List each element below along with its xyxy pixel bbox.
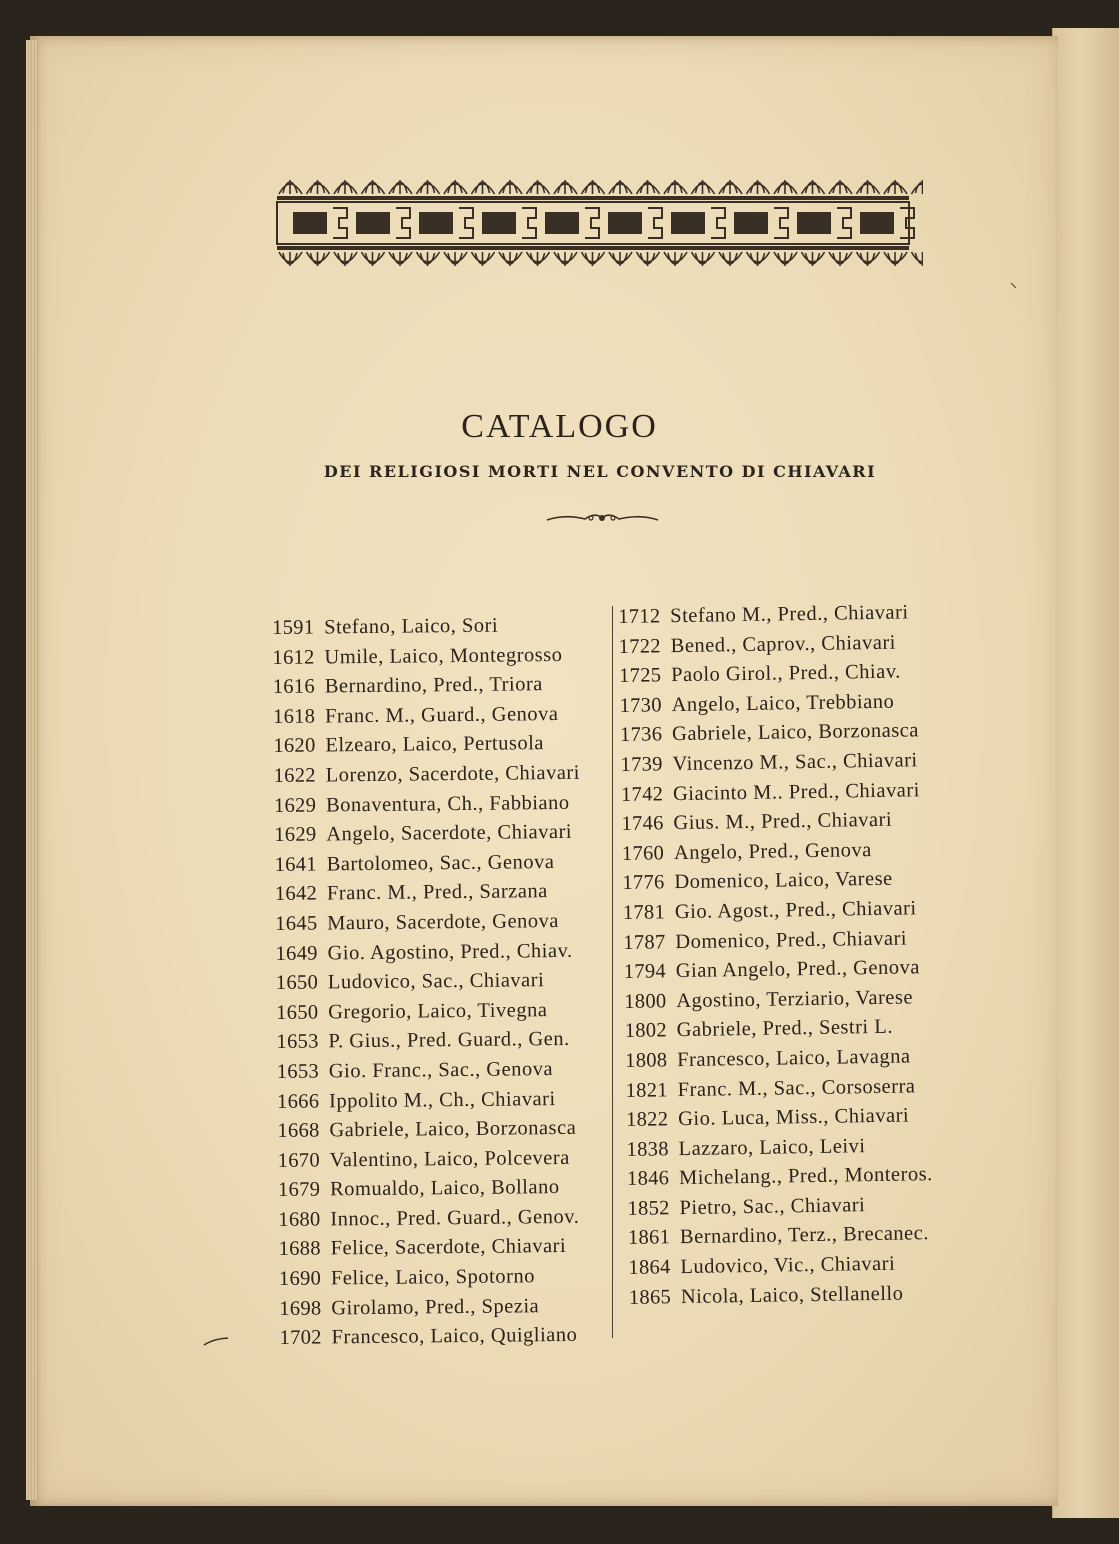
catalog-entry — [619, 687, 925, 721]
catalog-entry — [621, 776, 927, 810]
catalog-entry — [624, 953, 930, 987]
entry-description: Giacinto M.. Pred., Chiavari — [672, 778, 921, 805]
entry-year: 1620 — [273, 734, 316, 758]
catalog-entry — [275, 877, 582, 910]
catalog-entry — [619, 657, 925, 691]
palmette-icon — [472, 252, 495, 266]
entry-description: Franc. M., Sac., Corsoserra — [677, 1074, 916, 1101]
palmette-icon — [664, 180, 687, 194]
entry-description: Gio. Luca, Miss., Chiavari — [677, 1104, 910, 1131]
catalog-entry — [628, 1220, 934, 1254]
palmette-icon — [664, 252, 687, 266]
meander-block — [356, 212, 390, 234]
page-title: CATALOGO — [461, 408, 658, 445]
meander-block — [671, 212, 705, 234]
entry-year: 1852 — [627, 1197, 670, 1220]
entry-year: 1616 — [272, 675, 316, 699]
palmette-icon — [362, 252, 385, 266]
palmette-icon — [444, 180, 467, 194]
entry-year: 1864 — [628, 1256, 671, 1279]
catalog-entry — [621, 805, 927, 839]
palmette-icon — [637, 180, 660, 194]
entry-description: Lazzaro, Laico, Leivi — [678, 1134, 866, 1160]
catalog-entry — [279, 1232, 586, 1265]
entry-year: 1794 — [623, 960, 667, 984]
palmette-icon — [334, 180, 357, 194]
palmette-icon — [334, 252, 357, 266]
entry-year: 1736 — [619, 723, 663, 747]
palmette-icon — [609, 180, 632, 194]
palmette-icon — [362, 180, 385, 194]
entry-year: 1742 — [620, 782, 664, 806]
palmette-icon — [307, 252, 330, 266]
catalog-entry — [620, 746, 926, 780]
entry-year: 1712 — [618, 605, 661, 628]
palmette-icon — [912, 180, 924, 194]
entry-year: 1629 — [274, 823, 317, 847]
palmette-icon — [637, 252, 660, 266]
entry-year: 1670 — [277, 1149, 321, 1172]
entry-description: Gius. M., Pred., Chiavari — [673, 808, 893, 835]
entry-year: 1802 — [624, 1019, 668, 1043]
entry-description: Ludovico, Sac., Chiavari — [327, 969, 545, 994]
entry-description: Bernardino, Pred., Triora — [324, 673, 543, 698]
entry-year: 1846 — [626, 1167, 670, 1191]
entry-year: 1698 — [279, 1297, 322, 1320]
palmette-row-bottom — [279, 252, 923, 266]
palmette-icon — [582, 180, 605, 194]
palmette-icon — [554, 180, 577, 194]
palmette-icon — [499, 252, 522, 266]
entry-description: Gregorio, Laico, Tivegna — [328, 998, 548, 1024]
entry-description: Felice, Sacerdote, Chiavari — [330, 1235, 567, 1260]
catalog-entry — [279, 1321, 586, 1354]
palmette-icon — [802, 180, 825, 194]
flourish-divider-icon — [545, 508, 660, 528]
catalog-entry — [277, 1114, 584, 1147]
entry-description: Girolamo, Pred., Spezia — [331, 1294, 540, 1320]
entry-description: Angelo, Sacerdote, Chiavari — [326, 821, 573, 846]
entry-description: Gio. Agost., Pred., Chiavari — [674, 897, 917, 924]
palmette-icon — [802, 252, 825, 266]
palmette-icon — [389, 180, 412, 194]
catalog-entry — [278, 1143, 585, 1176]
entry-description: Lorenzo, Sacerdote, Chiavari — [325, 761, 581, 787]
catalog-entry — [276, 995, 583, 1028]
entry-description: Gio. Agostino, Pred., Chiav. — [327, 939, 573, 964]
palmette-icon — [609, 252, 632, 266]
catalog-entry — [275, 907, 582, 940]
palmette-icon — [884, 180, 907, 194]
entry-year: 1739 — [620, 753, 663, 776]
catalog-entry — [279, 1262, 586, 1295]
meander-block — [608, 212, 642, 234]
palmette-icon — [912, 252, 924, 266]
palmette-icon — [884, 252, 907, 266]
catalog-entry — [622, 835, 928, 869]
decorative-header-ornament — [263, 178, 923, 268]
catalog-entry — [273, 729, 580, 762]
palmette-icon — [774, 180, 797, 194]
entry-description: Stefano M., Pred., Chiavari — [670, 601, 909, 628]
entry-description: Vincenzo M., Sac., Chiavari — [672, 749, 918, 776]
catalog-entry — [628, 1249, 934, 1283]
catalog-entry — [274, 848, 581, 881]
catalog-entry — [276, 1025, 583, 1058]
palmette-icon — [692, 252, 715, 266]
palmette-icon — [747, 252, 770, 266]
entry-description: Gabriele, Laico, Borzonasca — [671, 719, 920, 746]
catalog-entry — [279, 1291, 586, 1324]
entry-description: Gabriele, Laico, Borzonasca — [329, 1116, 577, 1142]
entry-year: 1591 — [272, 616, 315, 639]
entry-description: Domenico, Laico, Varese — [674, 868, 893, 894]
entry-year: 1653 — [276, 1030, 319, 1054]
entry-description: Francesco, Laico, Quigliano — [331, 1324, 578, 1349]
entry-description: Bonaventura, Ch., Fabbiano — [325, 791, 570, 817]
palmette-icon — [279, 252, 302, 266]
catalog-entry — [625, 1072, 931, 1106]
meander-block — [734, 212, 768, 234]
adjacent-page-edge — [1052, 28, 1119, 1518]
entry-year: 1838 — [626, 1137, 669, 1161]
entry-year: 1865 — [628, 1285, 672, 1309]
entry-year: 1649 — [275, 942, 318, 965]
entry-description: Felice, Laico, Spotorno — [330, 1265, 536, 1290]
catalog-column-left — [272, 611, 586, 1354]
catalog-entry — [274, 818, 581, 851]
meander-block — [860, 212, 894, 234]
catalog-entry — [618, 628, 924, 662]
entry-description: Nicola, Laico, Stellanello — [680, 1282, 904, 1308]
palmette-icon — [499, 180, 522, 194]
entry-year: 1641 — [274, 853, 317, 876]
palmette-icon — [747, 180, 770, 194]
entry-description: Francesco, Laico, Lavagna — [677, 1045, 911, 1072]
entry-description: Angelo, Pred., Genova — [673, 838, 872, 864]
palmette-icon — [307, 180, 330, 194]
catalog-entry — [625, 1042, 931, 1076]
entry-description: Franc. M., Guard., Genova — [324, 702, 559, 728]
entry-description: Innoc., Pred. Guard., Genov. — [330, 1205, 580, 1231]
catalog-entry — [272, 611, 579, 644]
page-stack-edge — [26, 40, 38, 1500]
entry-year: 1760 — [621, 842, 665, 865]
palmette-icon — [719, 180, 742, 194]
meander-band — [277, 202, 914, 244]
entry-description: Paolo Girol., Pred., Chiav. — [670, 660, 901, 687]
entry-year: 1690 — [278, 1267, 322, 1291]
palmette-icon — [774, 252, 797, 266]
catalog-entry — [277, 1055, 584, 1088]
entry-year: 1680 — [278, 1208, 321, 1231]
catalog-entry — [276, 966, 583, 999]
catalog-entry — [623, 924, 929, 958]
catalog-entry — [277, 1084, 584, 1117]
catalog-entry — [278, 1173, 585, 1206]
entry-year: 1800 — [624, 990, 667, 1013]
entry-description: Valentino, Laico, Polcevera — [329, 1146, 570, 1172]
entry-description: Romualdo, Laico, Bollano — [329, 1176, 560, 1201]
catalog-entry — [275, 936, 582, 969]
meander-block — [293, 212, 327, 234]
entry-description: Bernardino, Terz., Brecanec. — [679, 1222, 930, 1249]
palmette-icon — [857, 252, 880, 266]
meander-block — [797, 212, 831, 234]
catalog-entry — [629, 1279, 935, 1313]
entry-description: Stefano, Laico, Sori — [324, 614, 499, 639]
page-subtitle: DEI RELIGIOSI MORTI NEL CONVENTO DI CHIAVARI — [323, 462, 877, 481]
entry-description: Umile, Laico, Montegrosso — [324, 643, 563, 669]
meander-block — [482, 212, 516, 234]
palmette-icon — [444, 252, 467, 266]
entry-year: 1650 — [276, 1001, 319, 1024]
entry-year: 1808 — [625, 1049, 668, 1072]
entry-description: Gabriele, Pred., Sestri L. — [676, 1016, 894, 1042]
meander-block — [419, 212, 453, 234]
catalog-entry — [272, 640, 579, 673]
catalog-entry — [274, 759, 581, 792]
entry-description: Gian Angelo, Pred., Genova — [675, 956, 921, 983]
catalog-entry — [624, 983, 930, 1017]
entry-description: Pietro, Sac., Chiavari — [679, 1194, 866, 1219]
entry-year: 1776 — [622, 871, 665, 895]
entry-year: 1653 — [276, 1060, 320, 1083]
entry-year: 1679 — [277, 1178, 321, 1202]
palmette-icon — [527, 180, 550, 194]
entry-year: 1821 — [625, 1078, 669, 1102]
meander-block — [545, 212, 579, 234]
palmette-row-top — [279, 180, 923, 194]
catalog-entry — [623, 894, 929, 928]
catalog-entry — [627, 1160, 933, 1194]
palmette-icon — [472, 180, 495, 194]
entry-year: 1787 — [623, 930, 666, 954]
entry-description: Mauro, Sacerdote, Genova — [327, 909, 560, 935]
palmette-icon — [389, 252, 412, 266]
column-divider — [612, 606, 613, 1338]
pencil-mark-icon — [203, 1336, 229, 1346]
entry-description: Bened., Caprov., Chiavari — [670, 631, 897, 657]
entry-year: 1822 — [625, 1108, 669, 1132]
entry-year: 1666 — [276, 1090, 320, 1113]
entry-description: Michelang., Pred., Monteros. — [678, 1163, 933, 1190]
entry-year: 1645 — [275, 912, 318, 935]
palmette-icon — [719, 252, 742, 266]
entry-description: Franc. M., Pred., Sarzana — [326, 880, 548, 905]
entry-year: 1861 — [627, 1226, 671, 1250]
entry-year: 1746 — [621, 812, 664, 836]
palmette-icon — [692, 180, 715, 194]
entry-year: 1722 — [618, 634, 662, 658]
entry-description: P. Gius., Pred. Guard., Gen. — [328, 1028, 570, 1053]
entry-year: 1781 — [622, 901, 666, 924]
entry-description: Ippolito M., Ch., Chiavari — [328, 1087, 556, 1112]
catalog-entry — [618, 598, 924, 632]
entry-description: Bartolomeo, Sac., Genova — [326, 850, 555, 876]
palmette-icon — [829, 252, 852, 266]
catalog-entry — [273, 700, 580, 733]
entry-description: Domenico, Pred., Chiavari — [675, 927, 908, 953]
entry-year: 1725 — [618, 664, 662, 688]
entry-description: Gio. Franc., Sac., Genova — [328, 1057, 554, 1083]
entry-year: 1629 — [273, 794, 317, 817]
palmette-icon — [582, 252, 605, 266]
palmette-icon — [527, 252, 550, 266]
entry-year: 1612 — [272, 646, 315, 669]
catalog-entry — [273, 670, 580, 703]
palmette-icon — [417, 180, 440, 194]
entry-description: Ludovico, Vic., Chiavari — [680, 1252, 896, 1279]
catalog-entry — [278, 1203, 585, 1236]
palmette-icon — [554, 252, 577, 266]
entry-year: 1650 — [275, 971, 319, 995]
ink-speck-icon — [1010, 282, 1018, 290]
catalog-entry — [627, 1190, 933, 1224]
entry-year: 1622 — [273, 764, 317, 787]
catalog-entry — [622, 865, 928, 899]
catalog-entry — [626, 1101, 932, 1135]
palmette-icon — [417, 252, 440, 266]
entry-description: Angelo, Laico, Trebbiano — [671, 690, 895, 716]
palmette-icon — [857, 180, 880, 194]
entry-year: 1702 — [279, 1326, 322, 1350]
entry-year: 1642 — [274, 882, 318, 906]
catalog-entry — [620, 717, 926, 751]
entry-description: Agostino, Terziario, Varese — [676, 986, 914, 1012]
entry-year: 1730 — [619, 694, 662, 717]
catalog-entry — [625, 1012, 931, 1046]
entry-description: Elzearo, Laico, Pertusola — [325, 732, 545, 757]
palmette-icon — [829, 180, 852, 194]
entry-year: 1618 — [272, 705, 316, 728]
palmette-icon — [279, 180, 302, 194]
entry-year: 1668 — [277, 1119, 320, 1143]
catalog-entry — [626, 1131, 932, 1165]
catalog-entry — [274, 788, 581, 821]
entry-year: 1688 — [278, 1237, 321, 1261]
catalog-column-right — [618, 598, 935, 1313]
